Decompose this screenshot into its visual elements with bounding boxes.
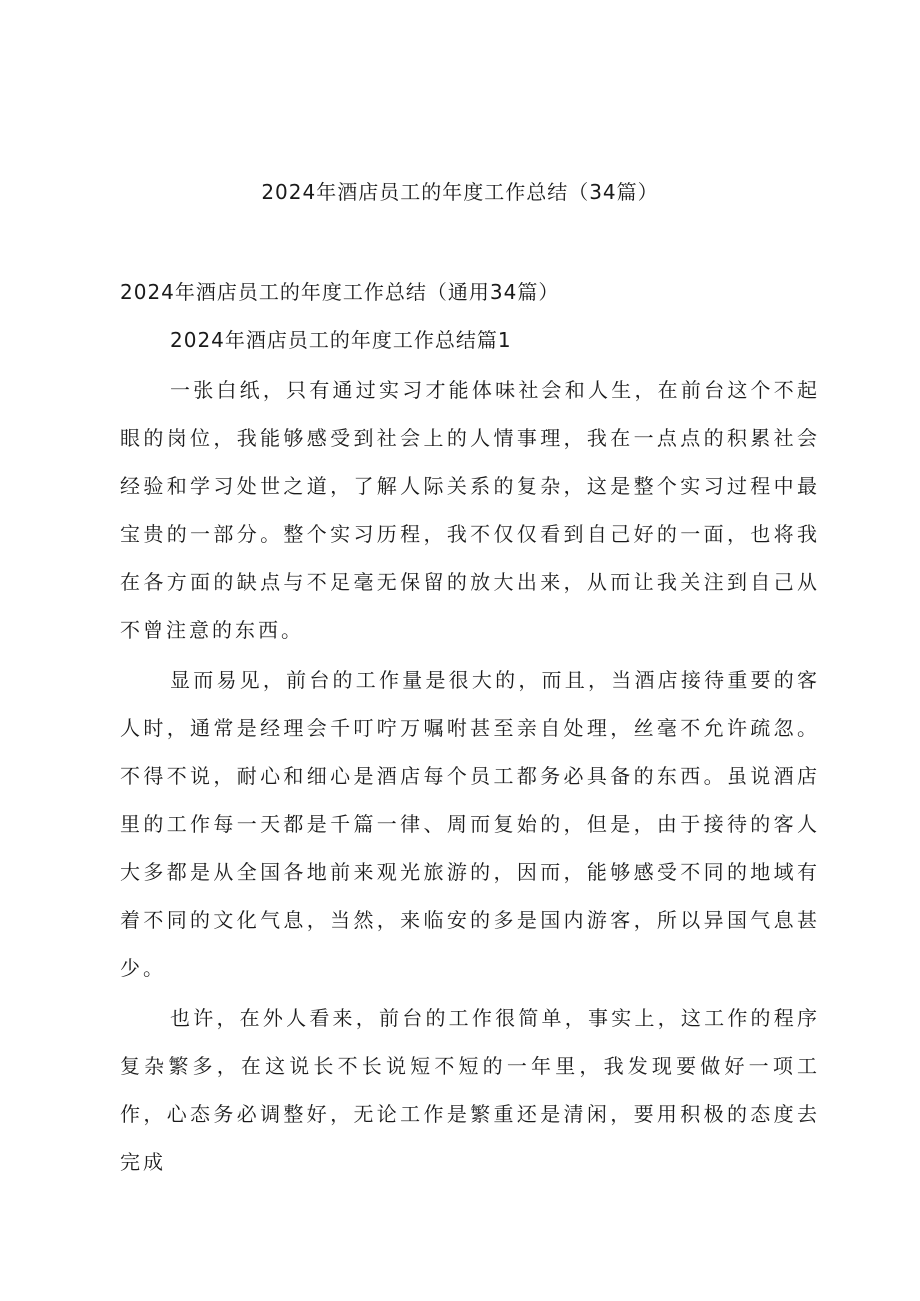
body-text <box>120 366 820 1188</box>
paragraph-1: 一张白纸，只有通过实习才能体味社会和人生，在前台这个不起眼的岗位，我能够感受到社会上的人情事理，我在一点点的积累社会经验和学习处世之道，了解人际关系的复杂，这是整个实习过程中最宝贵的一部分。整个实习历程，我不仅仅看到自己好的一面，也将我在各方面的缺点与不足毫无保留的放大出来，从而让我关注到自己从不曾注意的东西。 <box>120 378 820 642</box>
document-subtitle: 2024年酒店员工的年度工作总结（通用34篇） <box>120 280 560 304</box>
document-title: 2024年酒店员工的年度工作总结（34篇） <box>261 180 659 204</box>
section-heading: 2024年酒店员工的年度工作总结篇1 <box>170 328 512 352</box>
paragraph-2: 显而易见，前台的工作量是很大的，而且，当酒店接待重要的客人时，通常是经理会千叮咛万嘱咐甚至亲自处理，丝毫不允许疏忽。不得不说，耐心和细心是酒店每个员工都务必具备的东西。虽说酒店里的工作每一天都是千篇一律、周而复始的，但是，由于接待的客人大多都是从全国各地前来观光旅游的，因而，能够感受不同的地域有着不同的文化气息，当然，来临安的多是国内游客，所以异国气息甚少。 <box>120 668 820 980</box>
paragraph-3: 也许，在外人看来，前台的工作很简单，事实上，这工作的程序复杂繁多，在这说长不长说短不短的一年里，我发现要做好一项工作，心态务必调整好，无论工作是繁重还是清闲，要用积极的态度去完成 <box>120 1006 820 1174</box>
